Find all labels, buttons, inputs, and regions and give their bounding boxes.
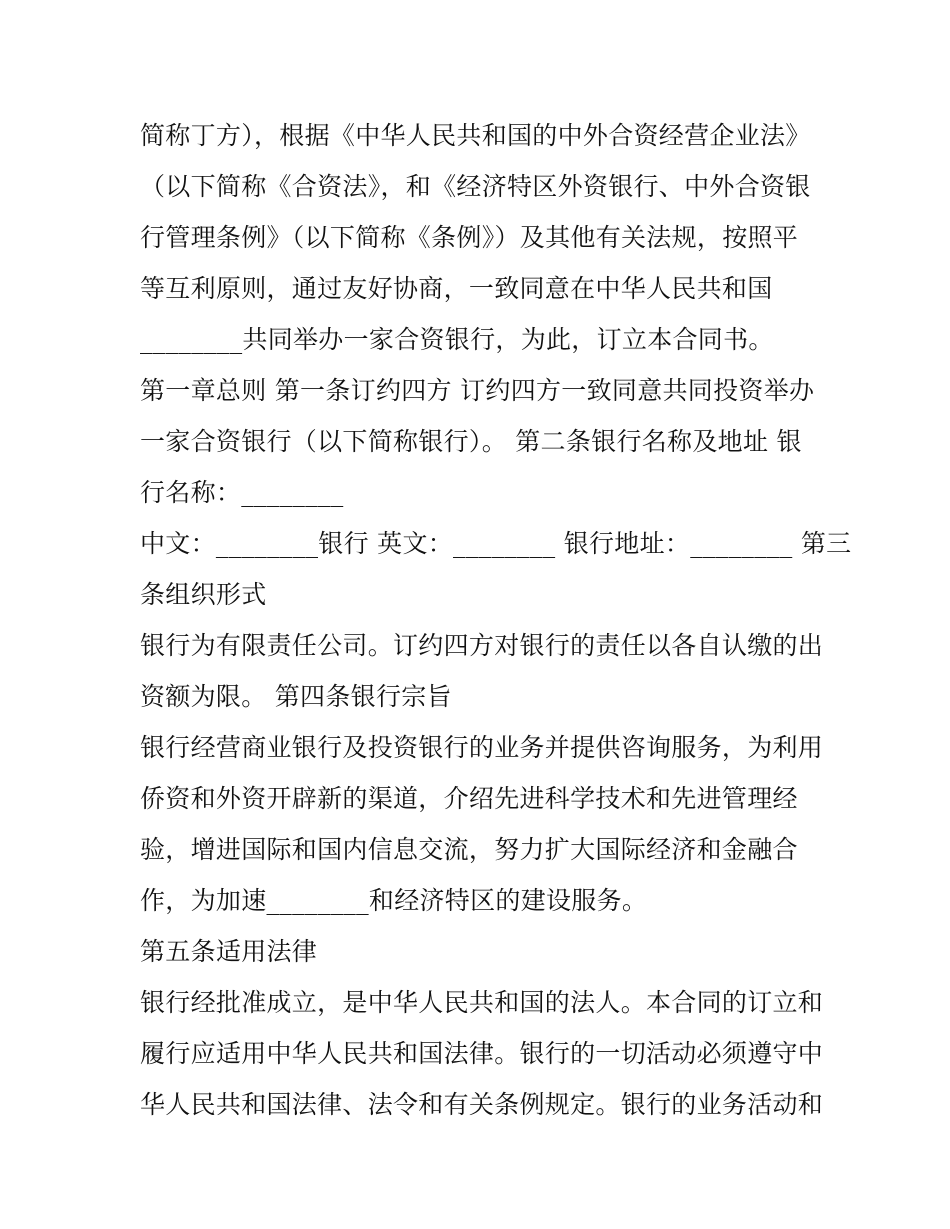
- text-line: 银行为有限责任公司。订约四方对银行的责任以各自认缴的出: [140, 631, 824, 660]
- text-line: 行管理条例》（以下简称《条例》）及其他有关法规，按照平: [140, 223, 799, 252]
- chapter-one-heading-line: 第一章总则 第一条订约四方 订约四方一致同意共同投资举办: [140, 376, 815, 405]
- text-line: 侨资和外资开辟新的渠道，介绍先进科学技术和先进管理经: [140, 784, 798, 813]
- text-line: 一家合资银行（以下简称银行）。 第二条银行名称及地址 银: [140, 427, 802, 456]
- text-line: 简称丁方），根据《中华人民共和国的中外合资经营企业法》: [140, 121, 811, 150]
- text-line: 资额为限。 第四条银行宗旨: [140, 682, 452, 711]
- article-five-heading: 第五条适用法律: [140, 937, 318, 966]
- text-line: 华人民共和国法律、法令和有关条例规定。银行的业务活动和: [140, 1090, 824, 1119]
- text-line: 条组织形式: [140, 580, 267, 609]
- text-line: 验，增进国际和国内信息交流，努力扩大国际经济和金融合: [140, 835, 798, 864]
- document-body: [140, 110, 852, 1130]
- text-line: 履行应适用中华人民共和国法律。银行的一切活动必须遵守中: [140, 1039, 824, 1068]
- text-line: （以下简称《合资法》，和《经济特区外资银行、中外合资银: [140, 172, 811, 201]
- bank-address-line: 中文：________银行 英文：________ 银行地址：________ 第三: [140, 529, 852, 558]
- text-line: ________共同举办一家合资银行，为此，订立本合同书。: [140, 325, 774, 354]
- text-line: 作，为加速________和经济特区的建设服务。: [140, 886, 648, 915]
- text-line: 银行经营商业银行及投资银行的业务并提供咨询服务，为利用: [140, 733, 824, 762]
- text-line: 等互利原则，通过友好协商，一致同意在中华人民共和国: [140, 274, 773, 303]
- bank-name-line: 行名称：________: [140, 478, 344, 507]
- text-line: 银行经批准成立，是中华人民共和国的法人。本合同的订立和: [140, 988, 824, 1017]
